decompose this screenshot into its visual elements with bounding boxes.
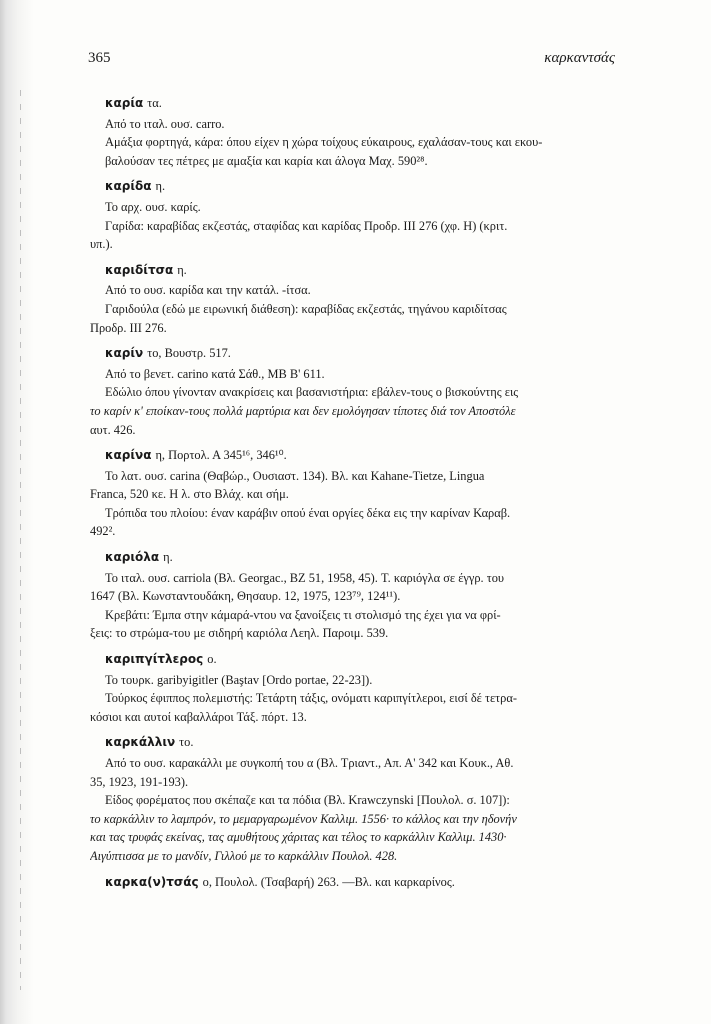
entry-head-line	[90, 873, 616, 892]
dictionary-entry	[90, 733, 616, 865]
dictionary-entry	[90, 548, 616, 643]
headword-grammar: ο.	[207, 652, 217, 667]
entry-text-line: Franca, 520 κε. Η λ. στο Βλάχ. και σήμ.	[90, 487, 289, 502]
headword: καριπγίτλερος	[105, 652, 204, 667]
entry-text-line: και τας τρυφάς εκείνας, τας αμυθήτους χάριτας και τέλος το καρκάλλιν Καλλιμ. 1430·	[90, 830, 507, 845]
entry-text-line: Το λατ. ουσ. carina (Θαβώρ., Ουσιαστ. 134). Βλ. και Kahane-Tietze, Lingua	[105, 468, 485, 483]
entry-text-line: Από το ιταλ. ουσ. carro.	[105, 116, 225, 131]
headword: καρία	[105, 96, 144, 110]
headword-grammar: το.	[179, 735, 194, 750]
page-header	[88, 50, 615, 72]
entry-text-line: 1647 (Βλ. Κωνσταντουδάκη, Θησαυρ. 12, 1975, 123⁷⁹, 124¹¹).	[90, 589, 401, 604]
dictionary-entry	[90, 446, 616, 541]
entry-text-line: 492².	[90, 524, 116, 539]
entry-text-line: βαλούσαν τες πέτρες με αμαξία και καρία και άλογα Μαχ. 590²⁸.	[105, 153, 428, 168]
dictionary-entry	[90, 94, 616, 170]
binding-stitch-line	[20, 90, 21, 990]
headword-grammar: η.	[177, 262, 187, 277]
entry-head-line	[90, 344, 616, 363]
dictionary-entry	[90, 261, 616, 337]
entry-text-line: αυτ. 426.	[90, 422, 136, 437]
headword-grammar: το, Βουστρ. 517.	[147, 346, 231, 361]
entry-text-line: Αιγύπτισσα με το μανδίν, Γιλλού με το καρκάλλιν Πουλολ. 428.	[90, 848, 398, 863]
entry-text-line: Από το βενετ. carino κατά Σάθ., ΜΒ Β' 611.	[105, 366, 325, 381]
headword: καρκάλλιν	[105, 735, 176, 750]
headword: καρίν	[105, 346, 144, 361]
entry-head-line	[90, 446, 616, 465]
entry-text-line: Γαρίδα: καραβίδας εκζεστάς, σταφίδας και καρίδας Προδρ. III 276 (χφ. Η) (κριτ.	[105, 218, 508, 233]
entry-head-line	[90, 733, 616, 752]
headword: καριόλα	[105, 550, 160, 565]
headword: καρίδα	[105, 179, 152, 194]
entry-head-line	[90, 261, 616, 280]
headword-grammar: ο, Πουλολ. (Τσαβαρή) 263. —Βλ. και καρκαρίνος.	[202, 874, 455, 889]
entry-text-line: το καρίν κ' εποίκαν-τους πολλά μαρτύρια και δεν εμολόγησαν τίποτες διά τον Αποστόλε	[90, 403, 516, 418]
entry-text-line: Γαριδούλα (εδώ με ειρωνική διάθεση): καραβίδας εκζεστάς, τηγάνου καριδίτσας	[105, 301, 507, 316]
entry-text-line: Το τουρκ. garibyigitler (Baştav [Ordo portae, 22-23]).	[105, 672, 373, 687]
entry-text-line: υπ.).	[90, 237, 113, 252]
entry-head-line	[90, 177, 616, 196]
entry-text-line: Από το ουσ. καρακάλλι με συγκοπή του α (Βλ. Τριαντ., Απ. Α' 342 και Κουκ., Αθ.	[105, 756, 514, 770]
entry-text-line: 35, 1923, 191-193).	[90, 774, 189, 789]
page-number: 365	[88, 50, 111, 66]
dictionary-entry	[90, 344, 616, 439]
entry-text-line: Είδος φορέματος που σκέπαζε και τα πόδια (Βλ. Krawczynski [Πουλολ. σ. 107]):	[105, 793, 510, 808]
entry-text-line: Το αρχ. ουσ. καρίς.	[105, 199, 201, 214]
entry-head-line	[90, 94, 616, 113]
entry-text-line: Αμάξια φορτηγά, κάρα: όπου είχεν η χώρα τοίχους εύκαιρους, εχαλάσαν-τους και εκου-	[105, 135, 543, 150]
page-gutter-shadow	[0, 0, 34, 1024]
entry-text-line: Κρεβάτι: Έμπα στην κάμαρά-ντου να ξανοίξεις τι στολισμό της έχει για να φρί-	[105, 607, 501, 622]
entry-text-line: Προδρ. III 276.	[90, 320, 167, 335]
dictionary-entry	[90, 873, 616, 892]
headword-grammar: η, Πορτολ. Α 345¹⁶, 346¹⁰.	[155, 448, 287, 463]
entry-text-line: Τρόπιδα του πλοίου: έναν καράβιν οπού έναι οργίες δέκα εις την καρίναν Καραβ.	[105, 505, 511, 520]
entry-text-line: ξεις: το στρώμα-του με σιδηρή καριόλα Λεηλ. Παροιμ. 539.	[90, 626, 389, 641]
running-head: καρκαντσάς	[544, 50, 615, 66]
headword-grammar: η.	[155, 179, 166, 194]
entry-text-line: Τούρκος έφιππος πολεμιστής: Τετάρτη τάξις, ονόματι καριπγίτλεροι, εισί δέ τετρα-	[105, 691, 517, 706]
entry-head-line	[90, 548, 616, 567]
headword-grammar: η.	[163, 550, 173, 565]
entry-text-line: Το ιταλ. ουσ. carriola (Βλ. Georgac., BZ 51, 1958, 45). Τ. καριόγλα σε έγγρ. του	[105, 570, 505, 585]
entry-head-line	[90, 650, 616, 669]
headword: καρκα(ν)τσάς	[105, 874, 199, 889]
entry-text-line: το καρκάλλιν το λαμπρόν, το μεμαργαρωμένον Καλλιμ. 1556· το κάλλος και την ηδονήν	[90, 811, 517, 826]
entry-text-line: κόσιοι και αυτοί καβαλλάροι Τάξ. πόρτ. 13.	[90, 709, 307, 724]
dictionary-entry	[90, 177, 616, 253]
headword: καριδίτσα	[105, 262, 174, 277]
entry-text-line: Εδώλιο όπου γίνονταν ανακρίσεις και βασανιστήρια: εβάλεν-τους ο βισκούντης εις	[105, 385, 519, 400]
headword: καρίνα	[105, 448, 152, 463]
headword-grammar: τα.	[147, 96, 162, 110]
dictionary-entries	[90, 94, 616, 898]
entry-text-line: Από το ουσ. καρίδα και την κατάλ. -ίτσα.	[105, 283, 311, 298]
dictionary-entry	[90, 650, 616, 726]
